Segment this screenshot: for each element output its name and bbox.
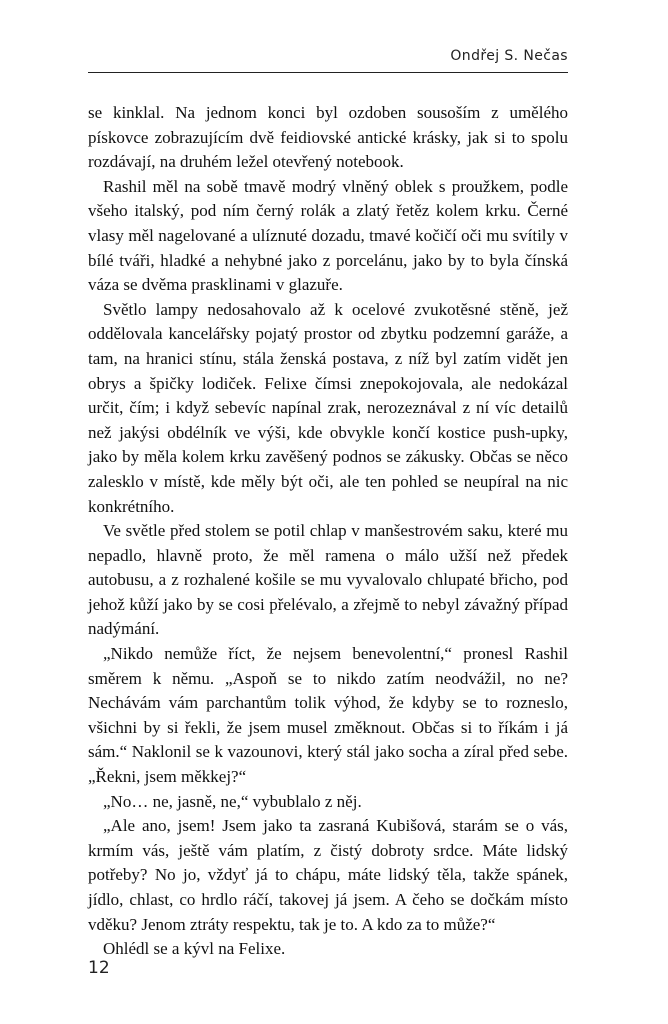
paragraph: „Ale ano, jsem! Jsem jako ta zasraná Kubišová, starám se o vás, krmím vás, ještě vám platím, z čistý dobroty srdce. Máte lidský potřeby? No jo, vždyť já to chápu, máte lidský těla, takže spánek, jídlo, chlast, co hrdlo ráčí, takovej já jsem. A čeho se dočkám místo vděku? Jenom ztráty respektu, tak je to. A kdo za to může?“ — [88, 816, 568, 934]
running-header: Ondřej S. Nečas — [450, 48, 568, 64]
paragraph: Rashil měl na sobě tmavě modrý vlněný oblek s proužkem, podle všeho italský, pod ním černý rolák a zlatý řetěz kolem krku. Černé vlasy měl nagelované a ulíznuté dozadu, tmavé kočičí oči mu svítily v bílé tváři, hladké a nehybné jako z porcelánu, jako by to byla čínská váza se dvěma prasklinami v glazuře. — [88, 176, 568, 295]
paragraph: „No… ne, jasně, ne,“ vybublalo z něj. — [103, 791, 362, 811]
paragraph: Ve světle před stolem se potil chlap v manšestrovém saku, které mu nepadlo, hlavně proto, že měl ramena o málo užší než předek autobusu, a z rozhalené košile se mu vyvalovalo chlupaté břicho, pod jehož kůží jako by se cosi přelévalo, a zřejmě to nebyl závažný případ nadýmání. — [88, 521, 568, 639]
paragraph: Světlo lampy nedosahovalo až k ocelové zvukotěsné stěně, jež oddělovala kancelářsky pojatý prostor od zbytku podzemní garáže, a tam, na hranici stínu, stála ženská postava, z níž byl zatím vidět jen obrys a špičky lodiček. Felixe čímsi znepokojovala, ale nedokázal určit, čím; i když sebevíc napínal zrak, nerozeznával z ní víc detailů než jakýsi obdélník ve výši, kde obvykle končí kostice push-upky, jako by měla kolem krku zavěšený podnos se zákusky. Občas se něco zalesklo v místě, kde měly být oči, ale ten pohled se neupíral na nic konkrétního. — [88, 299, 568, 516]
paragraph: „Nikdo nemůže říct, že nejsem benevolentní,“ pronesl Rashil směrem k němu. „Aspoň se to nikdo zatím neodvážil, no ne? Nechávám vám parchantům tolik výhod, že kdyby se to rozneslo, všichni by si řekli, že jsem musel změknout. Občas si to říkám i já sám.“ Naklonil se k vazounovi, který stál jako socha a zíral před sebe. „Řekni, jsem měkkej?“ — [88, 644, 568, 787]
header-rule — [88, 72, 568, 73]
body-text — [88, 101, 568, 962]
paragraph: Ohlédl se a kývl na Felixe. — [103, 939, 286, 959]
paragraph: se kinklal. Na jednom konci byl ozdoben sousoším z umělého pískovce zobrazujícím dvě feidiovské antické krásky, jak si to spolu rozdávají, na druhém ležel otevřený notebook. — [88, 103, 568, 172]
page-number: 12 — [88, 958, 110, 978]
